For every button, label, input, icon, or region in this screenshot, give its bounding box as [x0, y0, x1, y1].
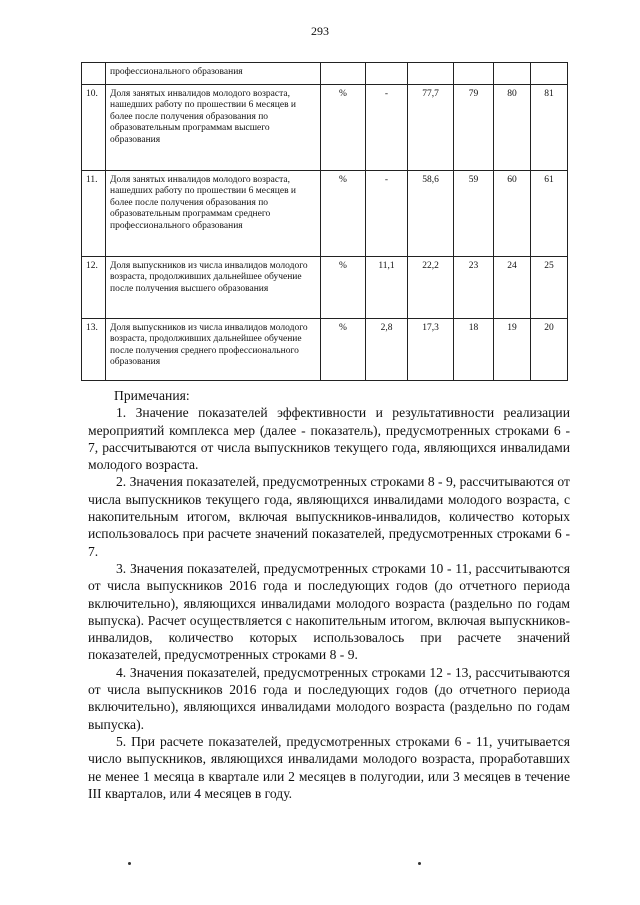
value-cell: - [366, 171, 408, 257]
value-cell: 20 [531, 319, 568, 381]
value-cell [408, 63, 454, 85]
row-number [82, 63, 106, 85]
value-cell: 17,3 [408, 319, 454, 381]
unit-cell: % [321, 85, 366, 171]
unit-cell [321, 63, 366, 85]
indicator-name: профессионального образования [106, 63, 321, 85]
indicator-name: Доля выпускников из числа инвалидов молодого возраста, продолживших дальнейшее обучение после получения среднего профессионального образования [106, 319, 321, 381]
table-row [82, 171, 568, 257]
table-row [82, 85, 568, 171]
row-number: 11. [82, 171, 106, 257]
indicator-name: Доля занятых инвалидов молодого возраста, нашедших работу по прошествии 6 месяцев и более после получения образования по образовательным программам высшего образования [106, 85, 321, 171]
value-cell: 60 [494, 171, 531, 257]
value-cell: 19 [494, 319, 531, 381]
value-cell: 11,1 [366, 257, 408, 319]
note-item: 1. Значение показателей эффективности и результативности реализации мероприятий комплекса мер (далее - показатель), предусмотренных строками 6 - 7, рассчитываются от числа выпускников текущего года, являющихся инвалидами молодого возраста. [88, 405, 570, 473]
indicator-name: Доля выпускников из числа инвалидов молодого возраста, продолживших дальнейшее обучение после получения высшего образования [106, 257, 321, 319]
value-cell: 79 [454, 85, 494, 171]
notes-section [88, 387, 570, 802]
row-number: 10. [82, 85, 106, 171]
note-item: 3. Значения показателей, предусмотренных строками 10 - 11, рассчитываются от числа выпускников 2016 года и последующих годов (до отчетного периода включительно), являющихся инвалидами молодого возраста (раздельно по годам выпуска). Расчет осуществляется с накопительным итогом, включая выпускников-инвалидов, количество которых использовалось при расчете значений показателей, предусмотренных строками 8 - 9. [88, 560, 570, 663]
value-cell [454, 63, 494, 85]
value-cell: 25 [531, 257, 568, 319]
unit-cell: % [321, 319, 366, 381]
value-cell: 23 [454, 257, 494, 319]
value-cell: 22,2 [408, 257, 454, 319]
value-cell: 2,8 [366, 319, 408, 381]
table-row [82, 257, 568, 319]
value-cell: - [366, 85, 408, 171]
note-item: 5. При расчете показателей, предусмотренных строками 6 - 11, учитывается число выпускников, являющихся инвалидами молодого возраста, проработавших не менее 1 месяца в квартале или 2 месяцев в полугодии, или 3 месяцев в течение III кварталов, или 4 месяцев в году. [88, 733, 570, 801]
indicators-table [81, 62, 568, 381]
note-item: 4. Значения показателей, предусмотренных строками 12 - 13, рассчитываются от числа выпускников 2016 года и последующих годов (до отчетного периода включительно), являющихся инвалидами молодого возраста (раздельно по годам выпуска). [88, 664, 570, 732]
table-row [82, 319, 568, 381]
value-cell [531, 63, 568, 85]
value-cell: 77,7 [408, 85, 454, 171]
value-cell [366, 63, 408, 85]
note-item: 2. Значения показателей, предусмотренных строками 8 - 9, рассчитываются от числа выпускников текущего года, являющихся инвалидами молодого возраста, с накопительным итогом, включая выпускников-инвалидов, количество которых использовалось при расчете значений показателей, предусмотренных строками 6 - 7. [88, 474, 570, 559]
value-cell: 81 [531, 85, 568, 171]
value-cell: 58,6 [408, 171, 454, 257]
scan-speck [128, 862, 131, 865]
row-number: 12. [82, 257, 106, 319]
value-cell: 59 [454, 171, 494, 257]
unit-cell: % [321, 257, 366, 319]
notes-title: Примечания: [114, 388, 190, 403]
row-number: 13. [82, 319, 106, 381]
indicator-name: Доля занятых инвалидов молодого возраста, нашедших работу по прошествии 6 месяцев и более после получения образования по образовательным программам среднего профессионального образования [106, 171, 321, 257]
value-cell: 61 [531, 171, 568, 257]
value-cell: 80 [494, 85, 531, 171]
table-row [82, 63, 568, 85]
value-cell [494, 63, 531, 85]
value-cell: 18 [454, 319, 494, 381]
value-cell: 24 [494, 257, 531, 319]
scan-speck [418, 862, 421, 865]
page-number: 293 [311, 24, 329, 38]
unit-cell: % [321, 171, 366, 257]
